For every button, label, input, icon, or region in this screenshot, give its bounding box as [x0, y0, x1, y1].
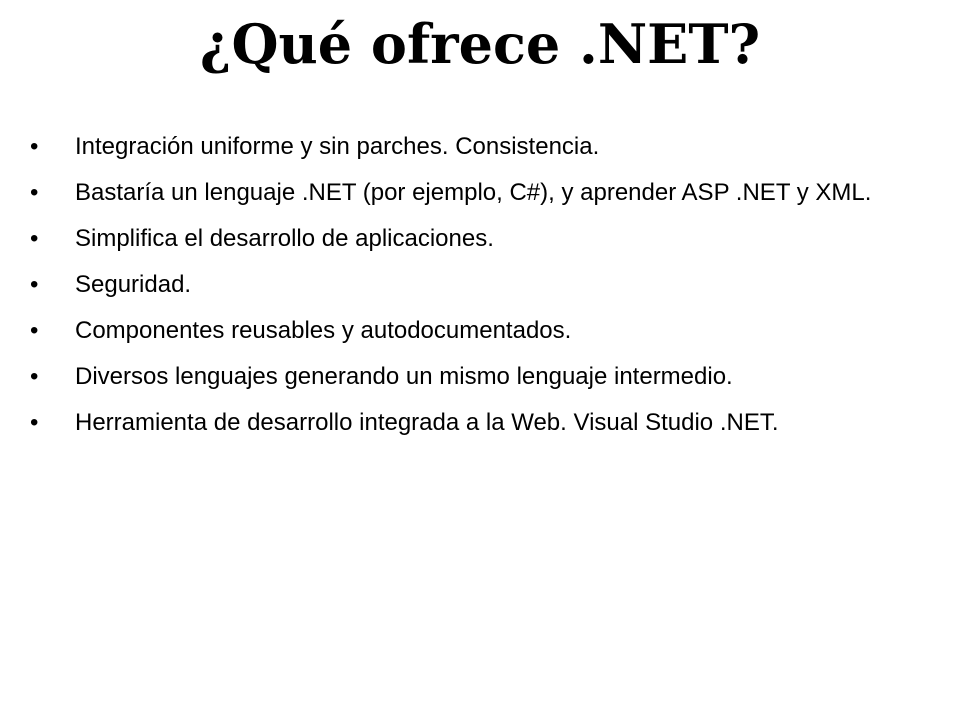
- bullet-icon: •: [30, 225, 39, 252]
- list-item: [30, 266, 918, 303]
- bullet-list: [30, 128, 918, 450]
- list-item: [30, 312, 918, 349]
- list-item: [30, 358, 918, 395]
- bullet-icon: •: [30, 317, 39, 344]
- bullet-icon: •: [30, 133, 39, 160]
- bullet-text: Componentes reusables y autodocumentados.: [75, 317, 572, 344]
- bullet-text: Bastaría un lenguaje .NET (por ejemplo, C#), y aprender ASP .NET y XML.: [75, 179, 872, 206]
- list-item: [30, 128, 918, 165]
- bullet-text: Seguridad.: [75, 271, 192, 298]
- bullet-text: Simplifica el desarrollo de aplicaciones.: [75, 225, 494, 252]
- bullet-text: Herramienta de desarrollo integrada a la Web. Visual Studio .NET.: [75, 409, 779, 436]
- list-item: [30, 174, 918, 211]
- bullet-text: Diversos lenguajes generando un mismo lenguaje intermedio.: [75, 363, 733, 390]
- bullet-icon: •: [30, 409, 39, 436]
- bullet-text: Integración uniforme y sin parches. Consistencia.: [75, 133, 600, 160]
- list-item: [30, 220, 918, 257]
- bullet-icon: •: [30, 179, 39, 206]
- list-item: [30, 404, 918, 441]
- bullet-icon: •: [30, 271, 39, 298]
- slide-title: ¿Qué ofrece .NET?: [199, 12, 761, 76]
- bullet-icon: •: [30, 363, 39, 390]
